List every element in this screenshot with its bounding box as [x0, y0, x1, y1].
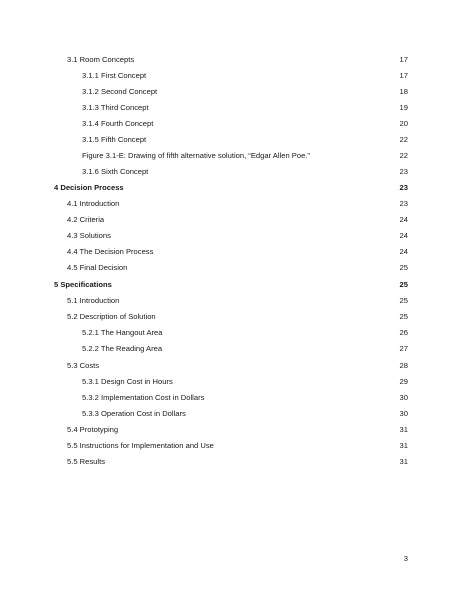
toc-entry-page: 18 — [399, 87, 408, 96]
toc-entry[interactable] — [0, 326, 463, 340]
toc-entry-page: 25 — [399, 312, 408, 321]
toc-entry-page: 31 — [399, 441, 408, 450]
toc-entry-label: 5.4 Prototyping — [67, 425, 119, 434]
toc-entry-page: 25 — [399, 296, 408, 305]
toc-entry-page: 29 — [399, 377, 408, 386]
toc-entry[interactable] — [0, 261, 463, 275]
toc-entry[interactable] — [0, 101, 463, 115]
toc-entry-label: 3.1.5 Fifth Concept — [82, 135, 147, 144]
toc-entry-page: 24 — [399, 215, 408, 224]
toc-entry-page: 24 — [399, 247, 408, 256]
toc-entry-label: 5.2.2 The Reading Area — [82, 344, 163, 353]
toc-entry-page: 26 — [399, 328, 408, 337]
toc-entry-page: 22 — [399, 151, 408, 160]
toc-entry-label: 3.1.1 First Concept — [82, 71, 147, 80]
toc-entry-label: 3.1.2 Second Concept — [82, 87, 158, 96]
toc-entry-label: 3.1.6 Sixth Concept — [82, 167, 149, 176]
toc-entry-label: 4 Decision Process — [54, 183, 124, 192]
toc-entry-page: 31 — [399, 457, 408, 466]
toc-entry[interactable] — [0, 375, 463, 389]
toc-entry-page: 23 — [399, 199, 408, 208]
toc-entry[interactable] — [0, 85, 463, 99]
toc-entry[interactable] — [0, 455, 463, 469]
toc-entry-page: 28 — [399, 361, 408, 370]
toc-entry[interactable] — [0, 342, 463, 356]
toc-entry[interactable] — [0, 359, 463, 373]
toc-entry[interactable] — [0, 149, 463, 163]
toc-entry-page: 30 — [399, 393, 408, 402]
toc-entry-page: 24 — [399, 231, 408, 240]
toc-entry[interactable] — [0, 165, 463, 179]
toc-entry[interactable] — [0, 69, 463, 83]
toc-entry-label: 5.3.3 Operation Cost in Dollars — [82, 409, 186, 418]
toc-entry-label: 4.3 Solutions — [67, 231, 111, 240]
toc-entry[interactable] — [0, 245, 463, 259]
toc-entry-page: 27 — [399, 344, 408, 353]
toc-entry[interactable] — [0, 278, 463, 292]
toc-entry-page: 25 — [399, 263, 408, 272]
toc-entry-label: 5.3.2 Implementation Cost in Dollars — [82, 393, 205, 402]
toc-entry-page: 19 — [399, 103, 408, 112]
toc-entry-page: 23 — [399, 183, 408, 192]
toc-entry-label: 4.4 The Decision Process — [67, 247, 154, 256]
toc-entry-label: 5.3 Costs — [67, 361, 100, 370]
toc-entry[interactable] — [0, 294, 463, 308]
toc-entry[interactable] — [0, 117, 463, 131]
toc-entry-label: 5.3.1 Design Cost in Hours — [82, 377, 173, 386]
toc-entry-label: 5.5 Results — [67, 457, 105, 466]
toc-entry-page: 20 — [399, 119, 408, 128]
toc-entry-label: 4.2 Criteria — [67, 215, 105, 224]
toc-entry-page: 17 — [399, 55, 408, 64]
toc-entry-label: 4.1 Introduction — [67, 199, 120, 208]
toc-entry-label: Figure 3.1-E: Drawing of fifth alternative solution, “Edgar Allen Poe.” — [82, 151, 310, 160]
toc-entry-label: 3.1.4 Fourth Concept — [82, 119, 154, 128]
toc-entry-label: 5.5 Instructions for Implementation and Use — [67, 441, 214, 450]
toc-entry-page: 23 — [399, 167, 408, 176]
toc-entry-page: 30 — [399, 409, 408, 418]
toc-entry[interactable] — [0, 213, 463, 227]
toc-entry[interactable] — [0, 181, 463, 195]
toc-entry-page: 25 — [399, 280, 408, 289]
toc-entry[interactable] — [0, 423, 463, 437]
toc-entry-label: 5 Specifications — [54, 280, 112, 289]
toc-entry-label: 5.2.1 The Hangout Area — [82, 328, 163, 337]
toc-entry-label: 5.1 Introduction — [67, 296, 120, 305]
toc-entry-label: 5.2 Description of Solution — [67, 312, 156, 321]
page-number: 3 — [403, 554, 408, 563]
toc-entry-label: 3.1.3 Third Concept — [82, 103, 149, 112]
toc-entry[interactable] — [0, 53, 463, 67]
toc-entry-page: 31 — [399, 425, 408, 434]
toc-entry[interactable] — [0, 133, 463, 147]
toc-entry-label: 4.5 Final Decision — [67, 263, 128, 272]
toc-entry[interactable] — [0, 439, 463, 453]
toc-entry-page: 22 — [399, 135, 408, 144]
toc-entry-label: 3.1 Room Concepts — [67, 55, 135, 64]
toc-entry[interactable] — [0, 310, 463, 324]
toc-entry[interactable] — [0, 229, 463, 243]
toc-entry-page: 17 — [399, 71, 408, 80]
toc-entry[interactable] — [0, 407, 463, 421]
toc-entry[interactable] — [0, 391, 463, 405]
toc-entry[interactable] — [0, 197, 463, 211]
